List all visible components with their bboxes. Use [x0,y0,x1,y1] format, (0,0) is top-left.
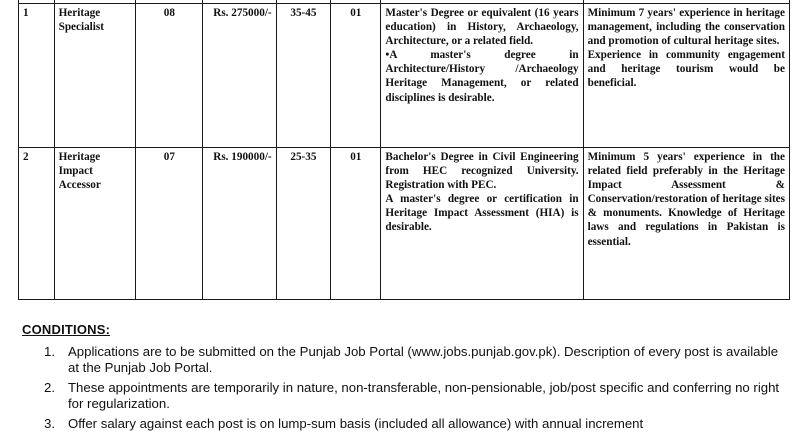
experience [583,148,789,300]
condition-text: Offer salary against each post is on lump-sum basis (included all allowance) with annual increment [68,415,644,431]
experience [583,4,789,148]
post-name: Heritage Impact Accessor [54,148,136,300]
experience-primary: Minimum 5 years' experience in the related field preferably in the Heritage Impact Assessment & Conservation/restoration of heritage sites & monuments. Knowledge of Heritage laws and regulations in Pakistan is essential. [587,151,785,248]
age-limit: 25-35 [276,148,330,300]
qualification-desirable: •A master's degree in Architecture/History /Archaeology Heritage Management, or related disciplines is desirable. [385,49,579,104]
list-item [44,416,784,432]
vacancy-table-wrapper [18,0,790,300]
condition-text: Applications are to be submitted on the Punjab Job Portal (www.jobs.punjab.gov.pk). Description of every post is available at the Punjab Job Portal. [68,344,779,376]
condition-number: 3. [44,415,55,431]
qualification-primary: Bachelor's Degree in Civil Engineering from HEC recognized University. Registration with PEC. [385,151,579,192]
salary: Rs. 190000/- [203,148,276,300]
salary: Rs. 275000/- [203,4,276,148]
post-count: 01 [331,148,381,300]
conditions-heading: CONDITIONS: [22,322,111,337]
qualification-desirable: A master's degree or certification in Heritage Impact Assessment (HIA) is desirable. [385,193,579,234]
post-count: 01 [331,4,381,148]
bps-scale: 07 [136,148,203,300]
list-item [44,344,784,377]
condition-number: 1. [44,344,55,359]
qualification-primary: Master's Degree or equivalent (16 years education) in History, Archaeology, Architecture, or a related field. [385,7,579,48]
condition-number: 2. [44,379,55,395]
age-limit: 35-45 [276,4,330,148]
experience-primary: Minimum 7 years' experience in heritage management, including the conservation and promotion of cultural heritage sites. [587,7,785,48]
post-name: Heritage Specialist [54,4,136,148]
conditions-list [44,344,784,435]
table-row [19,148,790,300]
qualification [381,4,583,148]
list-item [44,380,784,413]
condition-text: These appointments are temporarily in nature, non-transferable, non-pensionable, job/post specific and conferring no right for regularization. [68,379,780,412]
experience-additional: Experience in community engagement and heritage tourism would be beneficial. [587,49,785,90]
qualification [381,148,583,300]
row-number: 1 [19,4,55,148]
table-row [19,4,790,148]
bps-scale: 08 [136,4,203,148]
vacancy-table [18,0,790,300]
row-number: 2 [19,148,55,300]
